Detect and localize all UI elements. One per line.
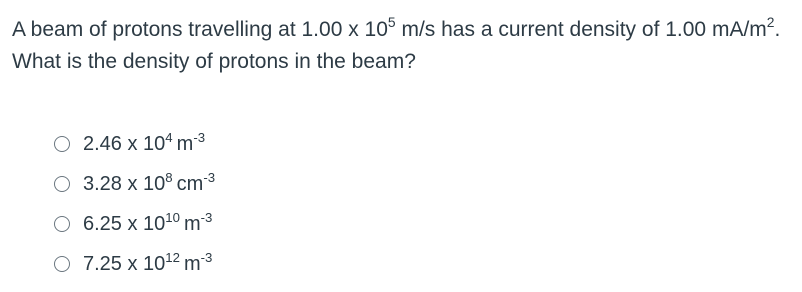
- radio-button-2[interactable]: [54, 176, 70, 192]
- answer-options: [54, 124, 215, 284]
- radio-button-1[interactable]: [54, 136, 70, 152]
- option-label-3: [83, 209, 213, 236]
- question-part-1: A beam of protons travelling at 1.00 x 10: [12, 18, 388, 41]
- option-1-unit: m: [176, 132, 194, 155]
- question-text: [12, 14, 792, 78]
- option-label-1: [83, 129, 206, 156]
- option-2-unit: cm: [176, 172, 204, 195]
- answer-option-4[interactable]: [54, 244, 215, 284]
- question-exponent-2: 2: [766, 14, 775, 31]
- option-2-mantissa: 3.28 x 10: [83, 172, 166, 195]
- option-1-mantissa: 2.46 x 10: [83, 132, 166, 155]
- option-3-unit-exponent: -3: [200, 209, 213, 225]
- option-label-2: [83, 169, 216, 196]
- answer-option-2[interactable]: [54, 164, 215, 204]
- option-3-mantissa: 6.25 x 10: [83, 212, 166, 235]
- radio-button-4[interactable]: [54, 256, 70, 272]
- radio-button-3[interactable]: [54, 216, 70, 232]
- answer-option-1[interactable]: [54, 124, 215, 164]
- question-part-3: . What is the density of protons in the beam?: [12, 18, 781, 73]
- option-label-4: [83, 249, 213, 276]
- option-4-exponent: 12: [165, 249, 180, 265]
- question-exponent-1: 5: [387, 14, 396, 31]
- answer-option-3[interactable]: [54, 204, 215, 244]
- option-1-exponent: 4: [165, 129, 173, 145]
- option-3-unit: m: [183, 212, 201, 235]
- option-1-unit-exponent: -3: [193, 129, 206, 145]
- option-2-unit-exponent: -3: [203, 169, 216, 185]
- option-3-exponent: 10: [165, 209, 180, 225]
- option-4-mantissa: 7.25 x 10: [83, 252, 166, 275]
- option-4-unit: m: [183, 252, 201, 275]
- option-2-exponent: 8: [165, 169, 173, 185]
- option-4-unit-exponent: -3: [200, 249, 213, 265]
- question-part-2: m/s has a current density of 1.00 mA/m: [395, 18, 767, 41]
